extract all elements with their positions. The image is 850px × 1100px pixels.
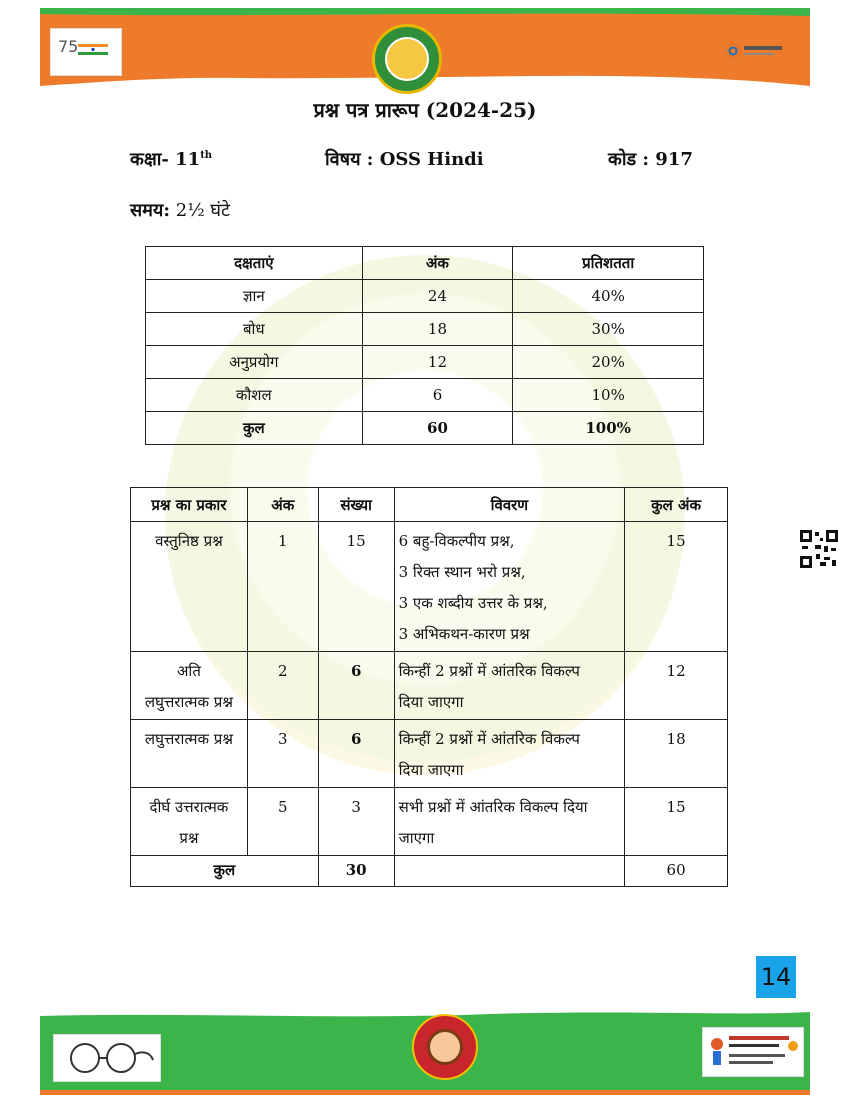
count-cell: 15 (318, 522, 394, 652)
header-count: संख्या (318, 488, 394, 522)
table-row (146, 379, 704, 412)
class-superscript: th (200, 150, 213, 161)
class-text: कक्षा- 11 (130, 149, 201, 170)
header-percentage: प्रतिशतता (513, 247, 704, 280)
table-cell: 24 (362, 280, 513, 313)
table-cell: ज्ञान (146, 280, 363, 313)
details-cell (394, 522, 625, 652)
table-header-row (146, 247, 704, 280)
question-type-table (130, 487, 728, 887)
header-total-marks: कुल अंक (625, 488, 728, 522)
table-row (131, 522, 728, 652)
table-cell: 18 (362, 313, 513, 346)
table-cell: 12 (362, 346, 513, 379)
competency-table (145, 246, 704, 445)
time-label (130, 198, 230, 222)
marks-cell: 1 (247, 522, 318, 652)
marks-cell: 2 (247, 652, 318, 720)
details-cell (394, 720, 625, 788)
empty-cell (394, 856, 625, 887)
swachh-bharat-logo (53, 1034, 161, 1082)
table-cell: 20% (513, 346, 704, 379)
right-to-education-logo (702, 1027, 804, 1077)
table-row (131, 720, 728, 788)
details-line: 6 बहु-विकल्पीय प्रश्न, (398, 532, 515, 550)
table-cell: 6 (362, 379, 513, 412)
table-row (146, 313, 704, 346)
svg-text:75: 75 (58, 37, 79, 56)
question-type-cell (131, 652, 248, 720)
details-cell (394, 788, 625, 856)
count-cell: 6 (318, 652, 394, 720)
table-row (146, 280, 704, 313)
grand-total-cell: 60 (625, 856, 728, 887)
details-line: किन्हीं 2 प्रश्नों में आंतरिक विकल्प (398, 730, 580, 748)
details-line: 3 रिक्त स्थान भरो प्रश्न, (398, 563, 526, 581)
digital-india-logo (724, 36, 788, 66)
seal-emblem-icon (385, 37, 429, 81)
time-value: 2½ घंटे (170, 200, 231, 221)
class-label (130, 147, 212, 171)
header-details: विवरण (394, 488, 625, 522)
count-cell: 6 (318, 720, 394, 788)
details-line: 3 अभिकथन-कारण प्रश्न (398, 625, 530, 643)
code-label: कोड : 917 (608, 149, 693, 170)
table-cell: 100% (513, 412, 704, 445)
table-row (131, 788, 728, 856)
total-count-cell: 30 (318, 856, 394, 887)
girl-face-icon (427, 1029, 463, 1065)
question-type-line: लघुत्तरात्मक प्रश्न (144, 730, 233, 748)
details-line: किन्हीं 2 प्रश्नों में आंतरिक विकल्प (398, 662, 580, 680)
table-cell: 30% (513, 313, 704, 346)
page-number: 14 (756, 956, 796, 998)
table-cell: कुल (146, 412, 363, 445)
document-title: प्रश्न पत्र प्रारूप (2024-25) (313, 98, 537, 122)
question-type-line: लघुत्तरात्मक प्रश्न (144, 693, 233, 711)
question-type-line: वस्तुनिष्ठ प्रश्न (155, 532, 223, 550)
marks-cell: 3 (247, 720, 318, 788)
table-total-row (131, 856, 728, 887)
header-competency: दक्षताएं (146, 247, 363, 280)
subject-label: विषय : OSS Hindi (325, 149, 484, 170)
total-cell: 15 (625, 788, 728, 856)
azadi-ka-amrit-mahotsav-logo (50, 28, 122, 76)
beti-bachao-logo (412, 1014, 478, 1080)
marks-cell: 5 (247, 788, 318, 856)
table-cell: 40% (513, 280, 704, 313)
table-cell: कौशल (146, 379, 363, 412)
table-cell: बोध (146, 313, 363, 346)
details-line: दिया जाएगा (398, 693, 464, 711)
total-cell: 18 (625, 720, 728, 788)
details-line: सभी प्रश्नों में आंतरिक विकल्प दिया (398, 798, 588, 816)
qr-code-icon (800, 530, 838, 568)
total-cell: 12 (625, 652, 728, 720)
total-cell: 15 (625, 522, 728, 652)
total-label-cell: कुल (131, 856, 319, 887)
question-type-line: दीर्घ उत्तरात्मक (149, 798, 229, 816)
table-row (146, 346, 704, 379)
table-cell: 10% (513, 379, 704, 412)
header-marks: अंक (247, 488, 318, 522)
table-cell: 60 (362, 412, 513, 445)
question-type-line: अति (176, 662, 201, 680)
question-type-line: प्रश्न (179, 829, 199, 847)
haryana-school-board-seal (372, 24, 442, 94)
table-row (131, 652, 728, 720)
question-type-cell (131, 788, 248, 856)
details-cell (394, 652, 625, 720)
table-cell: अनुप्रयोग (146, 346, 363, 379)
table-header-row (131, 488, 728, 522)
time-label-text: समय: (130, 200, 171, 221)
count-cell: 3 (318, 788, 394, 856)
header-question-type: प्रश्न का प्रकार (131, 488, 248, 522)
details-line: 3 एक शब्दीय उत्तर के प्रश्न, (398, 594, 548, 612)
question-type-cell (131, 522, 248, 652)
question-type-cell (131, 720, 248, 788)
details-line: दिया जाएगा (398, 761, 464, 779)
header-marks: अंक (362, 247, 513, 280)
details-line: जाएगा (398, 829, 435, 847)
table-total-row (146, 412, 704, 445)
